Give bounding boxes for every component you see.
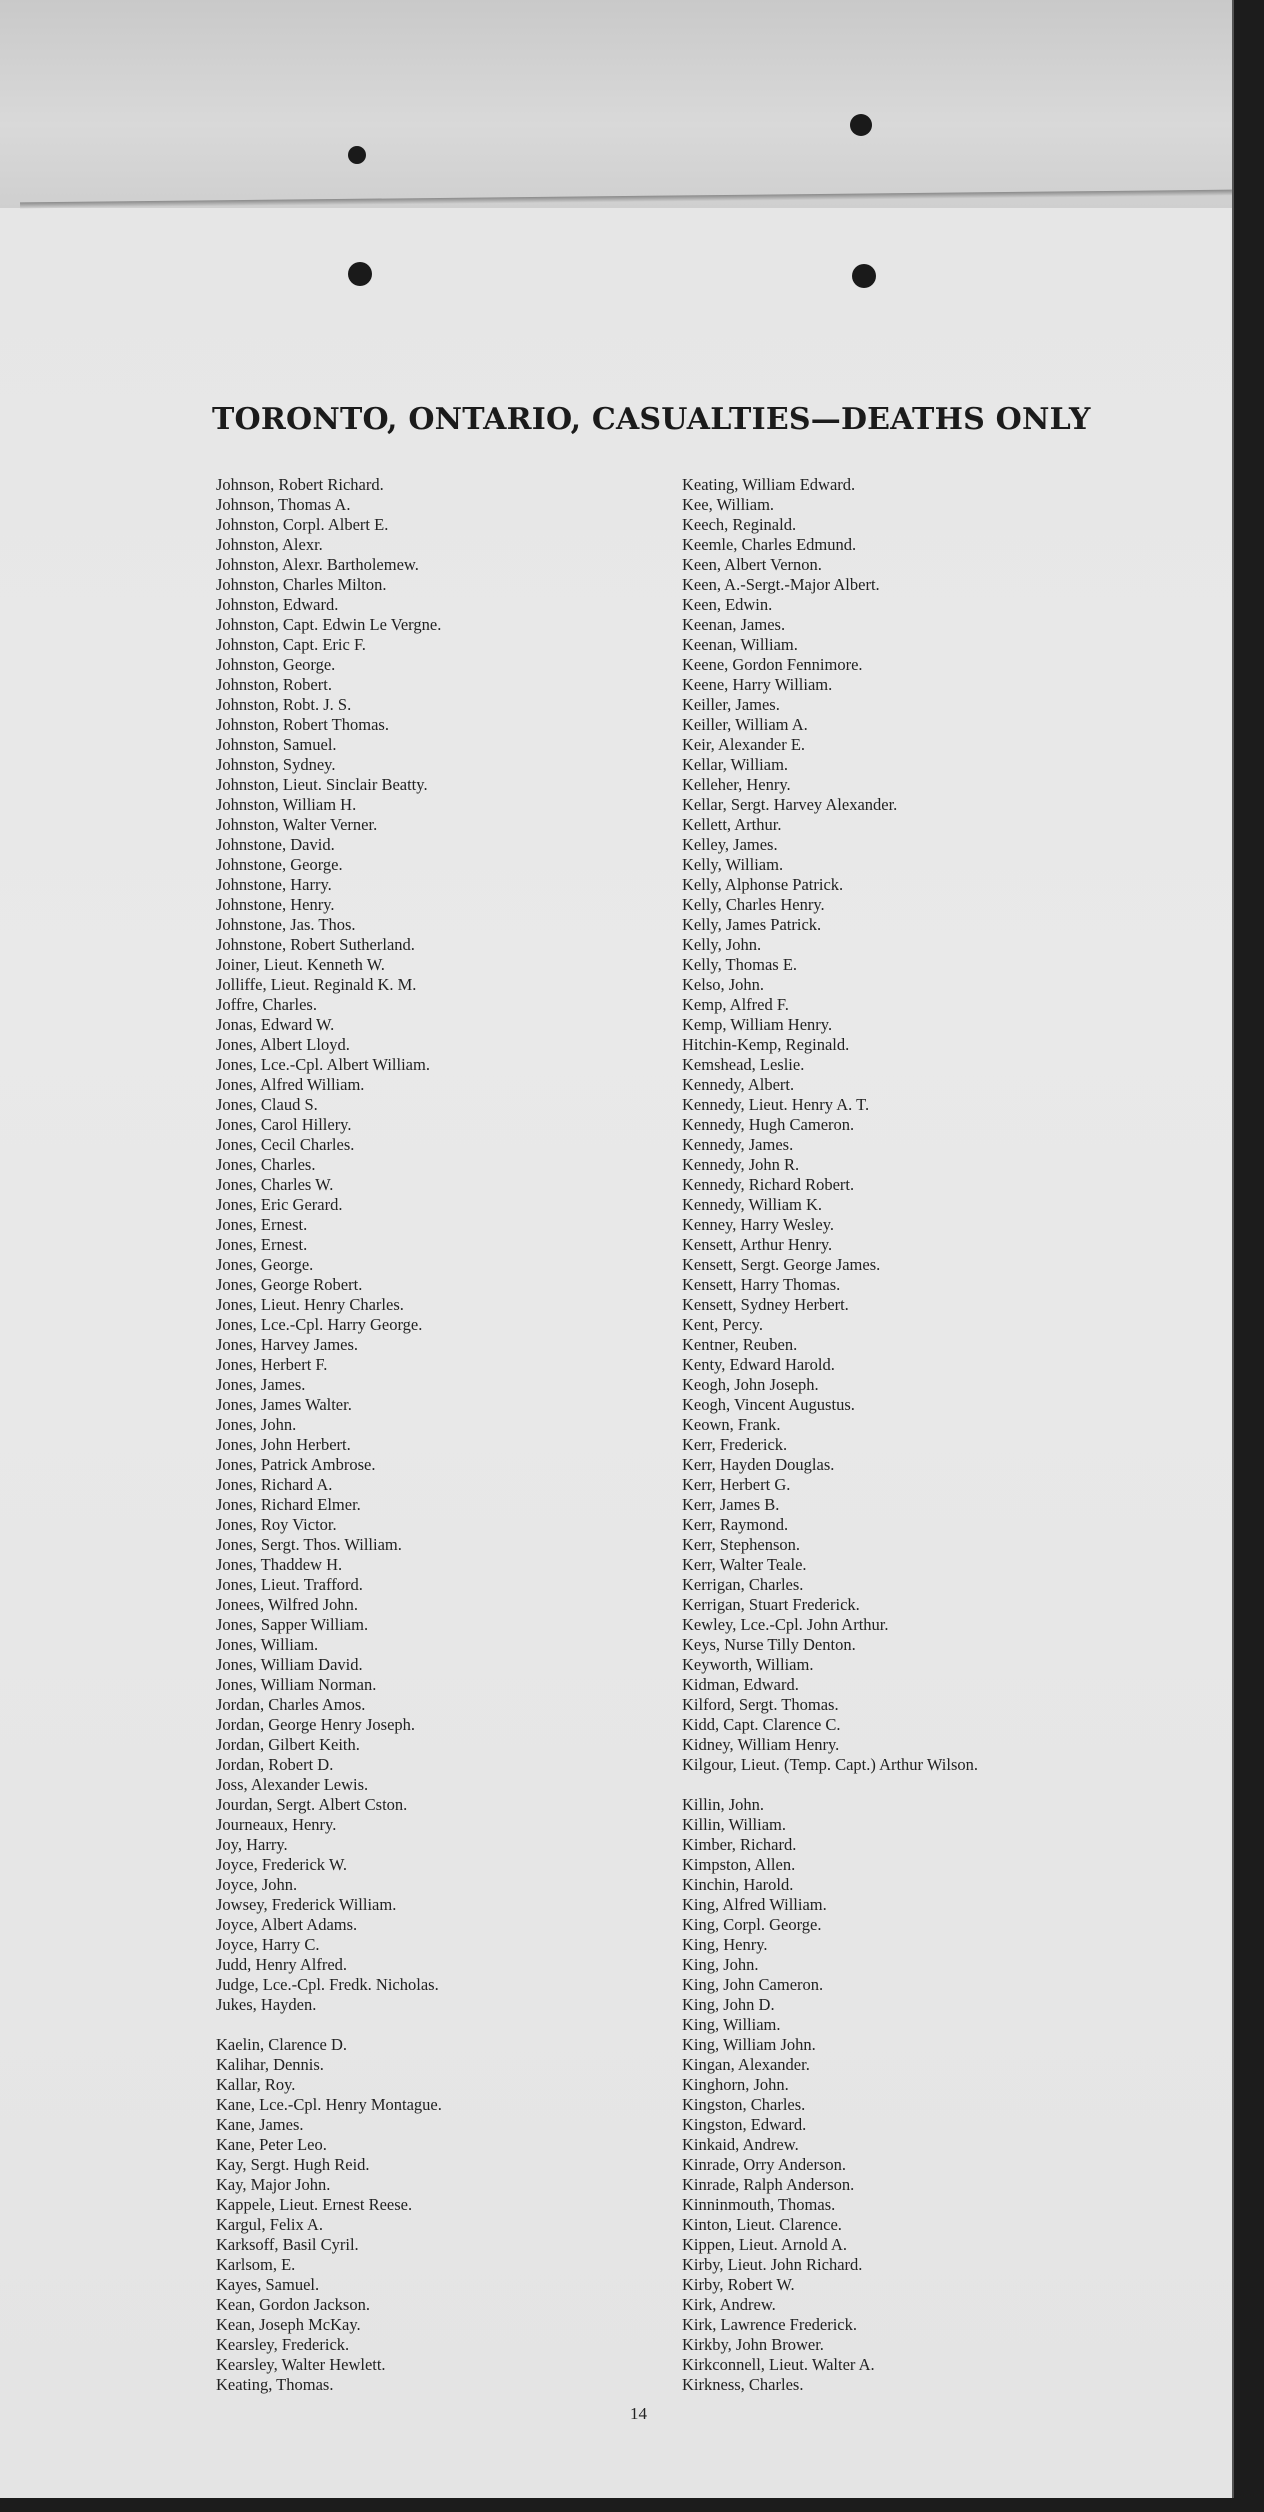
casualty-entry: Johnstone, George. [216,855,343,874]
casualty-entry: Keenan, William. [682,635,798,654]
casualty-entry: Kennedy, William K. [682,1195,823,1214]
casualty-entry: Kingston, Edward. [682,2115,807,2134]
casualty-entry: Keir, Alexander E. [682,735,806,754]
page-title: TORONTO, ONTARIO, CASUALTIES—DEATHS ONLY [212,402,1091,437]
casualty-entry: Kane, Lce.-Cpl. Henry Montague. [216,2095,442,2114]
casualty-entry: Johnstone, Jas. Thos. [216,915,356,934]
casualty-entry: Joyce, Albert Adams. [216,1915,358,1934]
casualty-entry: Keen, Albert Vernon. [682,555,822,574]
casualty-entry: King, William. [682,2015,781,2034]
casualty-entry: Kerrigan, Stuart Frederick. [682,1595,860,1614]
casualty-entry: Johnstone, David. [216,835,335,854]
casualty-entry: Kinghorn, John. [682,2075,789,2094]
casualty-entry: Kenney, Harry Wesley. [682,1215,835,1234]
casualty-entry: Kennedy, James. [682,1135,794,1154]
casualty-entry: Kelso, John. [682,975,765,994]
casualty-entry: Joy, Harry. [216,1835,288,1854]
casualty-entry: Joyce, John. [216,1875,298,1894]
casualty-entry: Kellett, Arthur. [682,815,782,834]
binding-hole [852,264,876,288]
page-number: 14 [630,2404,647,2423]
casualty-entry: Jones, Herbert F. [216,1355,328,1374]
casualty-entry: Keating, William Edward. [682,475,856,494]
casualty-entry: Keyworth, William. [682,1655,814,1674]
casualty-entry: Kennedy, Hugh Cameron. [682,1115,855,1134]
casualty-entry: Keown, Frank. [682,1415,781,1434]
casualty-entry: Kennedy, John R. [682,1155,800,1174]
casualty-entry: Jones, Sapper William. [216,1615,369,1634]
casualty-entry: King, John. [682,1955,759,1974]
casualty-entry: Kalihar, Dennis. [216,2055,324,2074]
casualty-entry: Jones, Cecil Charles. [216,1135,355,1154]
casualty-entry: Jourdan, Sergt. Albert Cston. [216,1795,408,1814]
casualty-entry: Kelly, Alphonse Patrick. [682,875,844,894]
binding-hole [348,262,372,286]
casualty-entry: Kent, Percy. [682,1315,763,1334]
casualty-entry: Jones, Charles. [216,1155,316,1174]
casualty-entry: Joyce, Frederick W. [216,1855,348,1874]
casualty-entry: Kensett, Sergt. George James. [682,1255,881,1274]
casualty-entry: Kinchin, Harold. [682,1875,794,1894]
casualty-entry: Johnson, Robert Richard. [216,475,384,494]
casualty-entry: Kayes, Samuel. [216,2275,320,2294]
casualty-entry: Johnston, Corpl. Albert E. [216,515,389,534]
casualty-entry: Karksoff, Basil Cyril. [216,2235,359,2254]
casualty-entry: Keiller, James. [682,695,780,714]
casualty-entry: Johnston, Robert Thomas. [216,715,389,734]
casualty-entry: Kay, Major John. [216,2175,331,2194]
casualty-entry: Kane, Peter Leo. [216,2135,327,2154]
casualty-entry: Johnston, Charles Milton. [216,575,387,594]
casualty-entry: Kelly, John. [682,935,762,954]
casualty-entry: Jukes, Hayden. [216,1995,317,2014]
casualty-entry: Kensett, Sydney Herbert. [682,1295,849,1314]
casualty-entry: Kidd, Capt. Clarence C. [682,1715,841,1734]
casualty-entry: Judge, Lce.-Cpl. Fredk. Nicholas. [216,1975,439,1994]
casualty-entry: Keemle, Charles Edmund. [682,535,857,554]
casualty-entry: Kargul, Felix A. [216,2215,323,2234]
casualty-entry: Jones, Roy Victor. [216,1515,337,1534]
casualty-entry: Keiller, William A. [682,715,808,734]
casualty-entry: Kewley, Lce.-Cpl. John Arthur. [682,1615,889,1634]
casualty-entry: Kirkby, John Brower. [682,2335,824,2354]
casualty-entry: Kingston, Charles. [682,2095,806,2114]
casualty-entry: Jones, James. [216,1375,306,1394]
casualty-entry: Jones, George Robert. [216,1275,363,1294]
casualty-entry: Kirby, Robert W. [682,2275,795,2294]
casualty-entry: King, Henry. [682,1935,768,1954]
casualty-entry: Kennedy, Lieut. Henry A. T. [682,1095,870,1114]
casualty-entry: Judd, Henry Alfred. [216,1955,348,1974]
casualty-entry: Johnston, George. [216,655,336,674]
casualty-entry: Jones, James Walter. [216,1395,352,1414]
casualty-entry: Kean, Joseph McKay. [216,2315,361,2334]
casualty-entry: Jones, William Norman. [216,1675,377,1694]
casualty-entry: Keen, Edwin. [682,595,773,614]
casualty-entry: Jordan, Robert D. [216,1755,334,1774]
casualty-entry: Kemshead, Leslie. [682,1055,805,1074]
casualty-entry: Johnston, Edward. [216,595,339,614]
casualty-entry: Journeaux, Henry. [216,1815,337,1834]
casualty-entry: Jones, William. [216,1635,319,1654]
casualty-entry: Johnstone, Henry. [216,895,335,914]
casualty-entry: Jones, John. [216,1415,297,1434]
casualty-entry: Kelley, James. [682,835,778,854]
casualty-entry: Jones, Harvey James. [216,1335,359,1354]
casualty-entry: Kerr, Stephenson. [682,1535,801,1554]
casualty-entry: Kerr, Herbert G. [682,1475,791,1494]
casualty-entry: Jones, Carol Hillery. [216,1115,352,1134]
casualty-entry: Kappele, Lieut. Ernest Reese. [216,2195,413,2214]
right-name-column [682,475,1062,2395]
casualty-entry: Kenty, Edward Harold. [682,1355,835,1374]
casualty-entry: Kirk, Lawrence Frederick. [682,2315,857,2334]
casualty-entry: King, William John. [682,2035,816,2054]
casualty-entry: King, Corpl. George. [682,1915,822,1934]
binding-strip [0,0,1232,208]
casualty-entry: Kerr, Frederick. [682,1435,788,1454]
casualty-entry: Kidman, Edward. [682,1675,799,1694]
casualty-entry: Johnson, Thomas A. [216,495,351,514]
casualty-entry: King, John D. [682,1995,775,2014]
casualty-entry: Jones, Sergt. Thos. William. [216,1535,402,1554]
left-name-column [216,475,442,2395]
casualty-entry: Jordan, Gilbert Keith. [216,1735,360,1754]
casualty-entry: Kellar, William. [682,755,789,774]
casualty-entry: Kelly, Charles Henry. [682,895,825,914]
casualty-entry: Killin, William. [682,1815,786,1834]
casualty-entry: Jowsey, Frederick William. [216,1895,397,1914]
casualty-entry: Killin, John. [682,1795,765,1814]
casualty-entry: Jones, Claud S. [216,1095,318,1114]
casualty-entry: Joiner, Lieut. Kenneth W. [216,955,385,974]
casualty-entry: Kane, James. [216,2115,304,2134]
casualty-entry: Jones, Ernest. [216,1235,308,1254]
casualty-entry: Jones, Richard A. [216,1475,333,1494]
casualty-entry: Johnston, Alexr. [216,535,323,554]
casualty-entry: Kimber, Richard. [682,1835,797,1854]
casualty-entry: Karlsom, E. [216,2255,296,2274]
casualty-entry: Johnston, Robt. J. S. [216,695,352,714]
casualty-entry: King, John Cameron. [682,1975,824,1994]
casualty-entry: Kerr, Walter Teale. [682,1555,807,1574]
casualty-entry: Kerr, Hayden Douglas. [682,1455,835,1474]
casualty-entry: Kirby, Lieut. John Richard. [682,2255,863,2274]
casualty-entry: Kidney, William Henry. [682,1735,840,1754]
casualty-entry: Keogh, John Joseph. [682,1375,819,1394]
casualty-entry: Keene, Harry William. [682,675,833,694]
casualty-entry: Jones, Lieut. Trafford. [216,1575,363,1594]
casualty-entry: Jordan, George Henry Joseph. [216,1715,416,1734]
casualty-entry: Kensett, Harry Thomas. [682,1275,841,1294]
casualty-entry: Kentner, Reuben. [682,1335,798,1354]
casualty-entry: Kennedy, Richard Robert. [682,1175,855,1194]
casualty-entry: Kearsley, Walter Hewlett. [216,2355,386,2374]
casualty-entry: Johnston, Capt. Eric F. [216,635,366,654]
casualty-entry: Kemp, William Henry. [682,1015,833,1034]
binding-hole [348,146,366,164]
casualty-entry: Kelleher, Henry. [682,775,791,794]
casualty-entry: Johnston, Lieut. Sinclair Beatty. [216,775,428,794]
casualty-entry: Kelly, James Patrick. [682,915,822,934]
casualty-entry: Keen, A.-Sergt.-Major Albert. [682,575,880,594]
casualty-entry: Keech, Reginald. [682,515,797,534]
casualty-entry: Kelly, Thomas E. [682,955,798,974]
casualty-entry: Kinkaid, Andrew. [682,2135,799,2154]
casualty-entry: Jolliffe, Lieut. Reginald K. M. [216,975,417,994]
casualty-entry: King, Alfred William. [682,1895,827,1914]
casualty-entry: Kallar, Roy. [216,2075,296,2094]
casualty-entry: Kay, Sergt. Hugh Reid. [216,2155,370,2174]
casualty-entry: Jones, William David. [216,1655,363,1674]
casualty-entry: Kippen, Lieut. Arnold A. [682,2235,847,2254]
casualty-entry: Kilgour, Lieut. (Temp. Capt.) Arthur Wilson. [682,1755,979,1774]
casualty-entry: Jordan, Charles Amos. [216,1695,366,1714]
casualty-entry: Johnston, Capt. Edwin Le Vergne. [216,615,442,634]
casualty-entry: Jones, John Herbert. [216,1435,351,1454]
casualty-entry: Joffre, Charles. [216,995,317,1014]
casualty-entry: Johnstone, Harry. [216,875,332,894]
casualty-entry: Johnston, Samuel. [216,735,337,754]
casualty-entry: Jones, Thaddew H. [216,1555,343,1574]
casualty-entry: Keenan, James. [682,615,786,634]
casualty-entry: Keogh, Vincent Augustus. [682,1395,855,1414]
casualty-entry: Jones, Alfred William. [216,1075,365,1094]
casualty-entry: Kellar, Sergt. Harvey Alexander. [682,795,898,814]
casualty-entry: Kerrigan, Charles. [682,1575,804,1594]
casualty-entry: Kimpston, Allen. [682,1855,796,1874]
casualty-entry: Kirkconnell, Lieut. Walter A. [682,2355,875,2374]
casualty-entry: Jonas, Edward W. [216,1015,335,1034]
casualty-entry: Kemp, Alfred F. [682,995,789,1014]
casualty-entry: Joss, Alexander Lewis. [216,1775,369,1794]
casualty-entry: Kensett, Arthur Henry. [682,1235,833,1254]
casualty-entry: Kirkness, Charles. [682,2375,804,2394]
casualty-entry: Kelly, William. [682,855,784,874]
casualty-entry: Keene, Gordon Fennimore. [682,655,863,674]
casualty-entry: Jones, George. [216,1255,314,1274]
casualty-entry: Johnston, William H. [216,795,357,814]
casualty-entry: Kaelin, Clarence D. [216,2035,348,2054]
casualty-entry: Jones, Ernest. [216,1215,308,1234]
casualty-entry: Kee, William. [682,495,775,514]
casualty-entry: Hitchin-Kemp, Reginald. [682,1035,850,1054]
casualty-entry: Kinrade, Ralph Anderson. [682,2175,855,2194]
casualty-entry: Jones, Patrick Ambrose. [216,1455,376,1474]
casualty-entry: Kearsley, Frederick. [216,2335,350,2354]
casualty-entry: Kerr, Raymond. [682,1515,789,1534]
casualty-entry: Jones, Lce.-Cpl. Harry George. [216,1315,423,1334]
casualty-entry: Kinninmouth, Thomas. [682,2195,836,2214]
casualty-entry: Kirk, Andrew. [682,2295,776,2314]
casualty-entry: Keating, Thomas. [216,2375,334,2394]
casualty-entry: Keys, Nurse Tilly Denton. [682,1635,856,1654]
casualty-entry: Jonees, Wilfred John. [216,1595,359,1614]
casualty-entry: Johnston, Sydney. [216,755,336,774]
casualty-entry: Johnston, Walter Verner. [216,815,378,834]
casualty-entry: Johnston, Robert. [216,675,332,694]
casualty-entry: Jones, Albert Lloyd. [216,1035,350,1054]
casualty-entry: Kean, Gordon Jackson. [216,2295,370,2314]
binding-hole [850,114,872,136]
casualty-entry: Joyce, Harry C. [216,1935,320,1954]
casualty-entry: Kilford, Sergt. Thomas. [682,1695,839,1714]
casualty-entry: Jones, Charles W. [216,1175,334,1194]
casualty-entry: Kerr, James B. [682,1495,780,1514]
casualty-entry: Johnstone, Robert Sutherland. [216,935,415,954]
casualty-entry: Johnston, Alexr. Bartholemew. [216,555,419,574]
casualty-entry: Kinton, Lieut. Clarence. [682,2215,842,2234]
casualty-entry: Kingan, Alexander. [682,2055,810,2074]
casualty-entry: Kennedy, Albert. [682,1075,795,1094]
casualty-entry: Jones, Lieut. Henry Charles. [216,1295,404,1314]
casualty-entry: Jones, Lce.-Cpl. Albert William. [216,1055,430,1074]
casualty-entry: Jones, Richard Elmer. [216,1495,361,1514]
casualty-entry: Jones, Eric Gerard. [216,1195,343,1214]
casualty-entry: Kinrade, Orry Anderson. [682,2155,847,2174]
